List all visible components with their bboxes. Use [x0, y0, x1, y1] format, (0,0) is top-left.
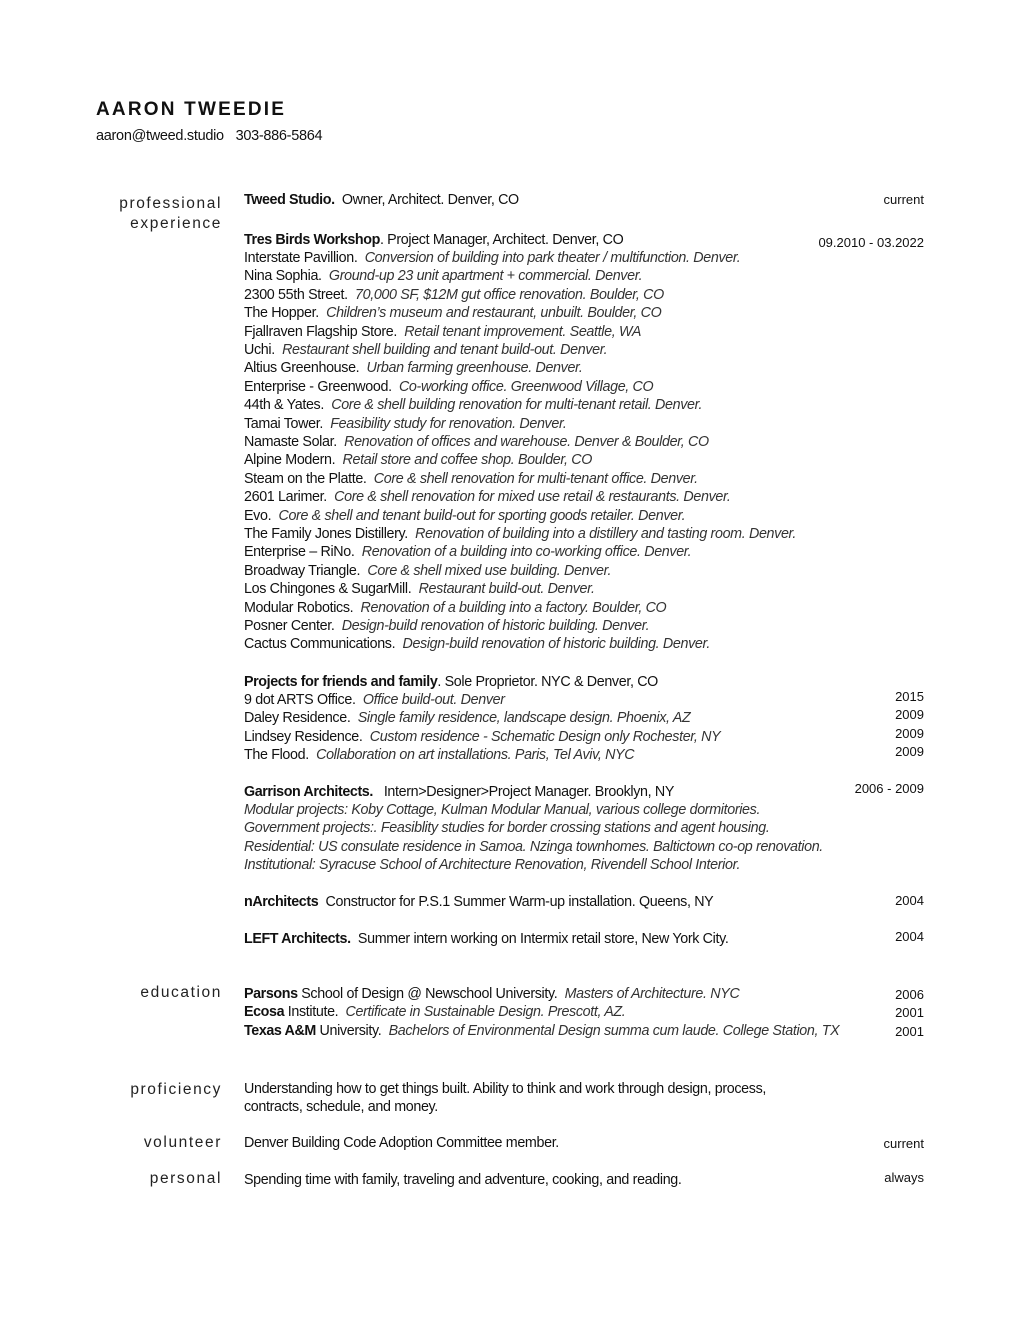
experience-garrison: Garrison Architects. Intern>Designer>Project Manager. Brooklyn, NY [244, 784, 675, 800]
school-name: Texas A&M [244, 1022, 316, 1039]
project-item [244, 746, 924, 764]
project-item [244, 359, 924, 377]
personal-text: Spending time with family, traveling and adventure, cooking, and reading. [244, 1172, 682, 1188]
project-item [244, 249, 924, 267]
project-name: Namaste Solar. [244, 434, 337, 450]
project-name: Tamai Tower. [244, 415, 323, 432]
project-description: Collaboration on art installations. Paris, Tel Aviv, NYC [316, 747, 635, 764]
project-name: The Flood. [244, 747, 309, 764]
project-name: Alpine Modern. [244, 452, 336, 469]
date-left: 2004 [895, 929, 924, 944]
project-name: Evo. [244, 507, 272, 524]
project-name: Broadway Triangle. [244, 562, 361, 579]
proficiency-text: Understanding how to get things built. Ability to think and work through design, process, contracts, schedule, and money. [244, 1081, 766, 1116]
phone-number: 303-886-5864 [235, 128, 323, 144]
project-description: Ground-up 23 unit apartment + commercial. Denver. [328, 268, 643, 285]
project-description: Design-build renovation of historic building. Denver. [341, 618, 650, 634]
project-name: The Hopper. [244, 305, 319, 322]
project-description: Retail store and coffee shop. Boulder, CO [342, 452, 593, 469]
project-description: Restaurant build-out. Denver. [418, 581, 595, 598]
project-item [244, 709, 924, 727]
project-item [244, 725, 924, 746]
education-item: Ecosa Institute. Certificate in Sustainable Design. Prescott, AZ. [244, 1004, 626, 1021]
school-name: Parsons [244, 986, 298, 1002]
section-label-professional: professional experience [119, 195, 222, 232]
project-item [244, 488, 924, 506]
project-name: Lindsey Residence. [244, 728, 363, 745]
project-description: Renovation of building into a distillery and tasting room. Denver. [415, 526, 797, 542]
project-date: 2009 [895, 744, 924, 760]
project-name: Posner Center. [244, 618, 335, 634]
resume-name: AARON TWEEDIE [96, 99, 287, 120]
project-description: Conversion of building into park theater / multifunction. Denver. [364, 250, 741, 266]
project-description: Core & shell and tenant build-out for sporting goods retailer. Denver. [278, 507, 686, 524]
project-date: 2009 [895, 707, 924, 723]
project-item [244, 451, 924, 469]
volunteer-text: Denver Building Code Adoption Committee member. [244, 1135, 559, 1151]
project-name: 2601 Larimer. [244, 489, 327, 506]
project-description: Single family residence, landscape design. Phoenix, AZ [357, 710, 691, 727]
project-description: Urban farming greenhouse. Denver. [366, 360, 583, 377]
project-item [244, 617, 924, 635]
project-name: 2300 55th Street. [244, 286, 348, 303]
project-name: Modular Robotics. [244, 599, 354, 616]
project-name: The Family Jones Distillery. [244, 526, 408, 542]
school-name: Ecosa [244, 1004, 285, 1021]
project-name: Daley Residence. [244, 710, 351, 727]
degree-description: Certificate in Sustainable Design. Prescott, AZ. [345, 1004, 626, 1021]
project-name: Altius Greenhouse. [244, 360, 360, 377]
project-date: 2009 [895, 725, 924, 741]
project-item [244, 691, 924, 709]
project-description: Restaurant shell building and tenant build-out. Denver. [282, 342, 608, 358]
project-description: Renovation of a building into a factory. Boulder, CO [360, 599, 667, 616]
project-description: Custom residence - Schematic Design only Rochester, NY [369, 728, 721, 745]
project-item [244, 580, 924, 598]
project-description: Core & shell renovation for multi-tenant office. Denver. [373, 470, 698, 487]
section-label-personal: personal [149, 1170, 222, 1187]
project-item [244, 599, 924, 617]
education-date: 2001 [895, 1023, 924, 1039]
education-item: Texas A&M University. Bachelors of Environmental Design summa cum laude. College Station, TX [244, 1022, 840, 1039]
project-description: Retail tenant improvement. Seattle, WA [404, 323, 642, 340]
project-item [244, 433, 924, 451]
project-description: Core & shell building renovation for multi-tenant retail. Denver. [331, 397, 703, 414]
project-name: Fjallraven Flagship Store. [244, 323, 398, 340]
project-item [244, 341, 924, 359]
project-item [244, 396, 924, 414]
project-description: Feasibility study for renovation. Denver. [330, 415, 567, 432]
project-item [244, 525, 924, 543]
project-description: 70,000 SF, $12M gut office renovation. Boulder, CO [355, 286, 664, 303]
date-garrison: 2006 - 2009 [854, 781, 924, 796]
date-tweed: current [883, 192, 924, 207]
date-narchitects: 2004 [895, 893, 924, 908]
date-volunteer: current [883, 1136, 924, 1151]
project-item [244, 267, 924, 285]
section-label-education: education [140, 984, 222, 1001]
project-item [244, 507, 924, 525]
garrison-detail-line: Residential: US consulate residence in Samoa. Nzinga townhomes. Baltictown co-op renovation. [244, 838, 823, 855]
project-item [244, 378, 924, 396]
project-description: Children’s museum and restaurant, unbuilt. Boulder, CO [326, 305, 662, 322]
date-tres-birds: 09.2010 - 03.2022 [818, 235, 924, 250]
date-personal: always [884, 1170, 924, 1185]
experience-tres-birds: Tres Birds Workshop. Project Manager, Architect. Denver, CO [244, 232, 624, 248]
experience-friends-family: Projects for friends and family. Sole Proprietor. NYC & Denver, CO [244, 674, 658, 690]
project-item [244, 323, 924, 341]
degree-description: Bachelors of Environmental Design summa cum laude. College Station, TX [388, 1022, 840, 1039]
project-name: Cactus Communications. [244, 636, 396, 653]
project-name: Uchi. [244, 342, 275, 358]
email-link[interactable]: aaron@tweed.studio [96, 128, 224, 144]
project-name: Enterprise - Greenwood. [244, 378, 392, 395]
project-date: 2015 [895, 689, 924, 704]
project-name: Los Chingones & SugarMill. [244, 581, 412, 598]
project-name: Interstate Pavillion. [244, 250, 358, 266]
contact-line [96, 128, 322, 144]
experience-narchitects: nArchitects Constructor for P.S.1 Summer Warm-up installation. Queens, NY [244, 894, 714, 910]
project-name: Enterprise – RiNo. [244, 544, 355, 561]
project-description: Core & shell mixed use building. Denver. [367, 562, 612, 579]
project-name: Steam on the Platte. [244, 470, 367, 487]
project-item [244, 635, 924, 653]
garrison-detail-line: Government projects:. Feasiblity studies for border crossing stations and agent housing. [244, 820, 770, 837]
education-item: Parsons School of Design @ Newschool University. Masters of Architecture. NYC [244, 986, 740, 1002]
experience-left-architects: LEFT Architects. Summer intern working on Intermix retail store, New York City. [244, 931, 729, 947]
project-item [244, 470, 924, 488]
project-name: 9 dot ARTS Office. [244, 692, 356, 708]
section-label-volunteer: volunteer [143, 1134, 222, 1151]
project-item [244, 415, 924, 433]
education-date: 2001 [895, 1005, 924, 1021]
garrison-detail-line: Modular projects: Koby Cottage, Kulman Modular Manual, various college dormitories. [244, 802, 761, 818]
project-description: Co-working office. Greenwood Village, CO [398, 378, 654, 395]
garrison-detail-line: Institutional: Syracuse School of Architecture Renovation, Rivendell School Interior. [244, 857, 741, 874]
project-item [244, 543, 924, 561]
project-item [244, 286, 924, 304]
project-description: Renovation of offices and warehouse. Denver & Boulder, CO [344, 434, 709, 450]
project-description: Office build-out. Denver [362, 692, 505, 708]
project-item [244, 562, 924, 580]
project-name: 44th & Yates. [244, 397, 324, 414]
project-description: Core & shell renovation for mixed use retail & restaurants. Denver. [334, 489, 731, 506]
degree-description: Masters of Architecture. NYC [564, 986, 740, 1002]
project-description: Design-build renovation of historic building. Denver. [402, 636, 711, 653]
experience-tweed-studio: Tweed Studio. Owner, Architect. Denver, CO [244, 192, 519, 208]
education-date: 2006 [895, 987, 924, 1002]
section-label-proficiency: proficiency [130, 1081, 222, 1098]
project-description: Renovation of a building into co-working office. Denver. [361, 544, 692, 561]
project-item [244, 304, 924, 322]
project-name: Nina Sophia. [244, 268, 322, 285]
